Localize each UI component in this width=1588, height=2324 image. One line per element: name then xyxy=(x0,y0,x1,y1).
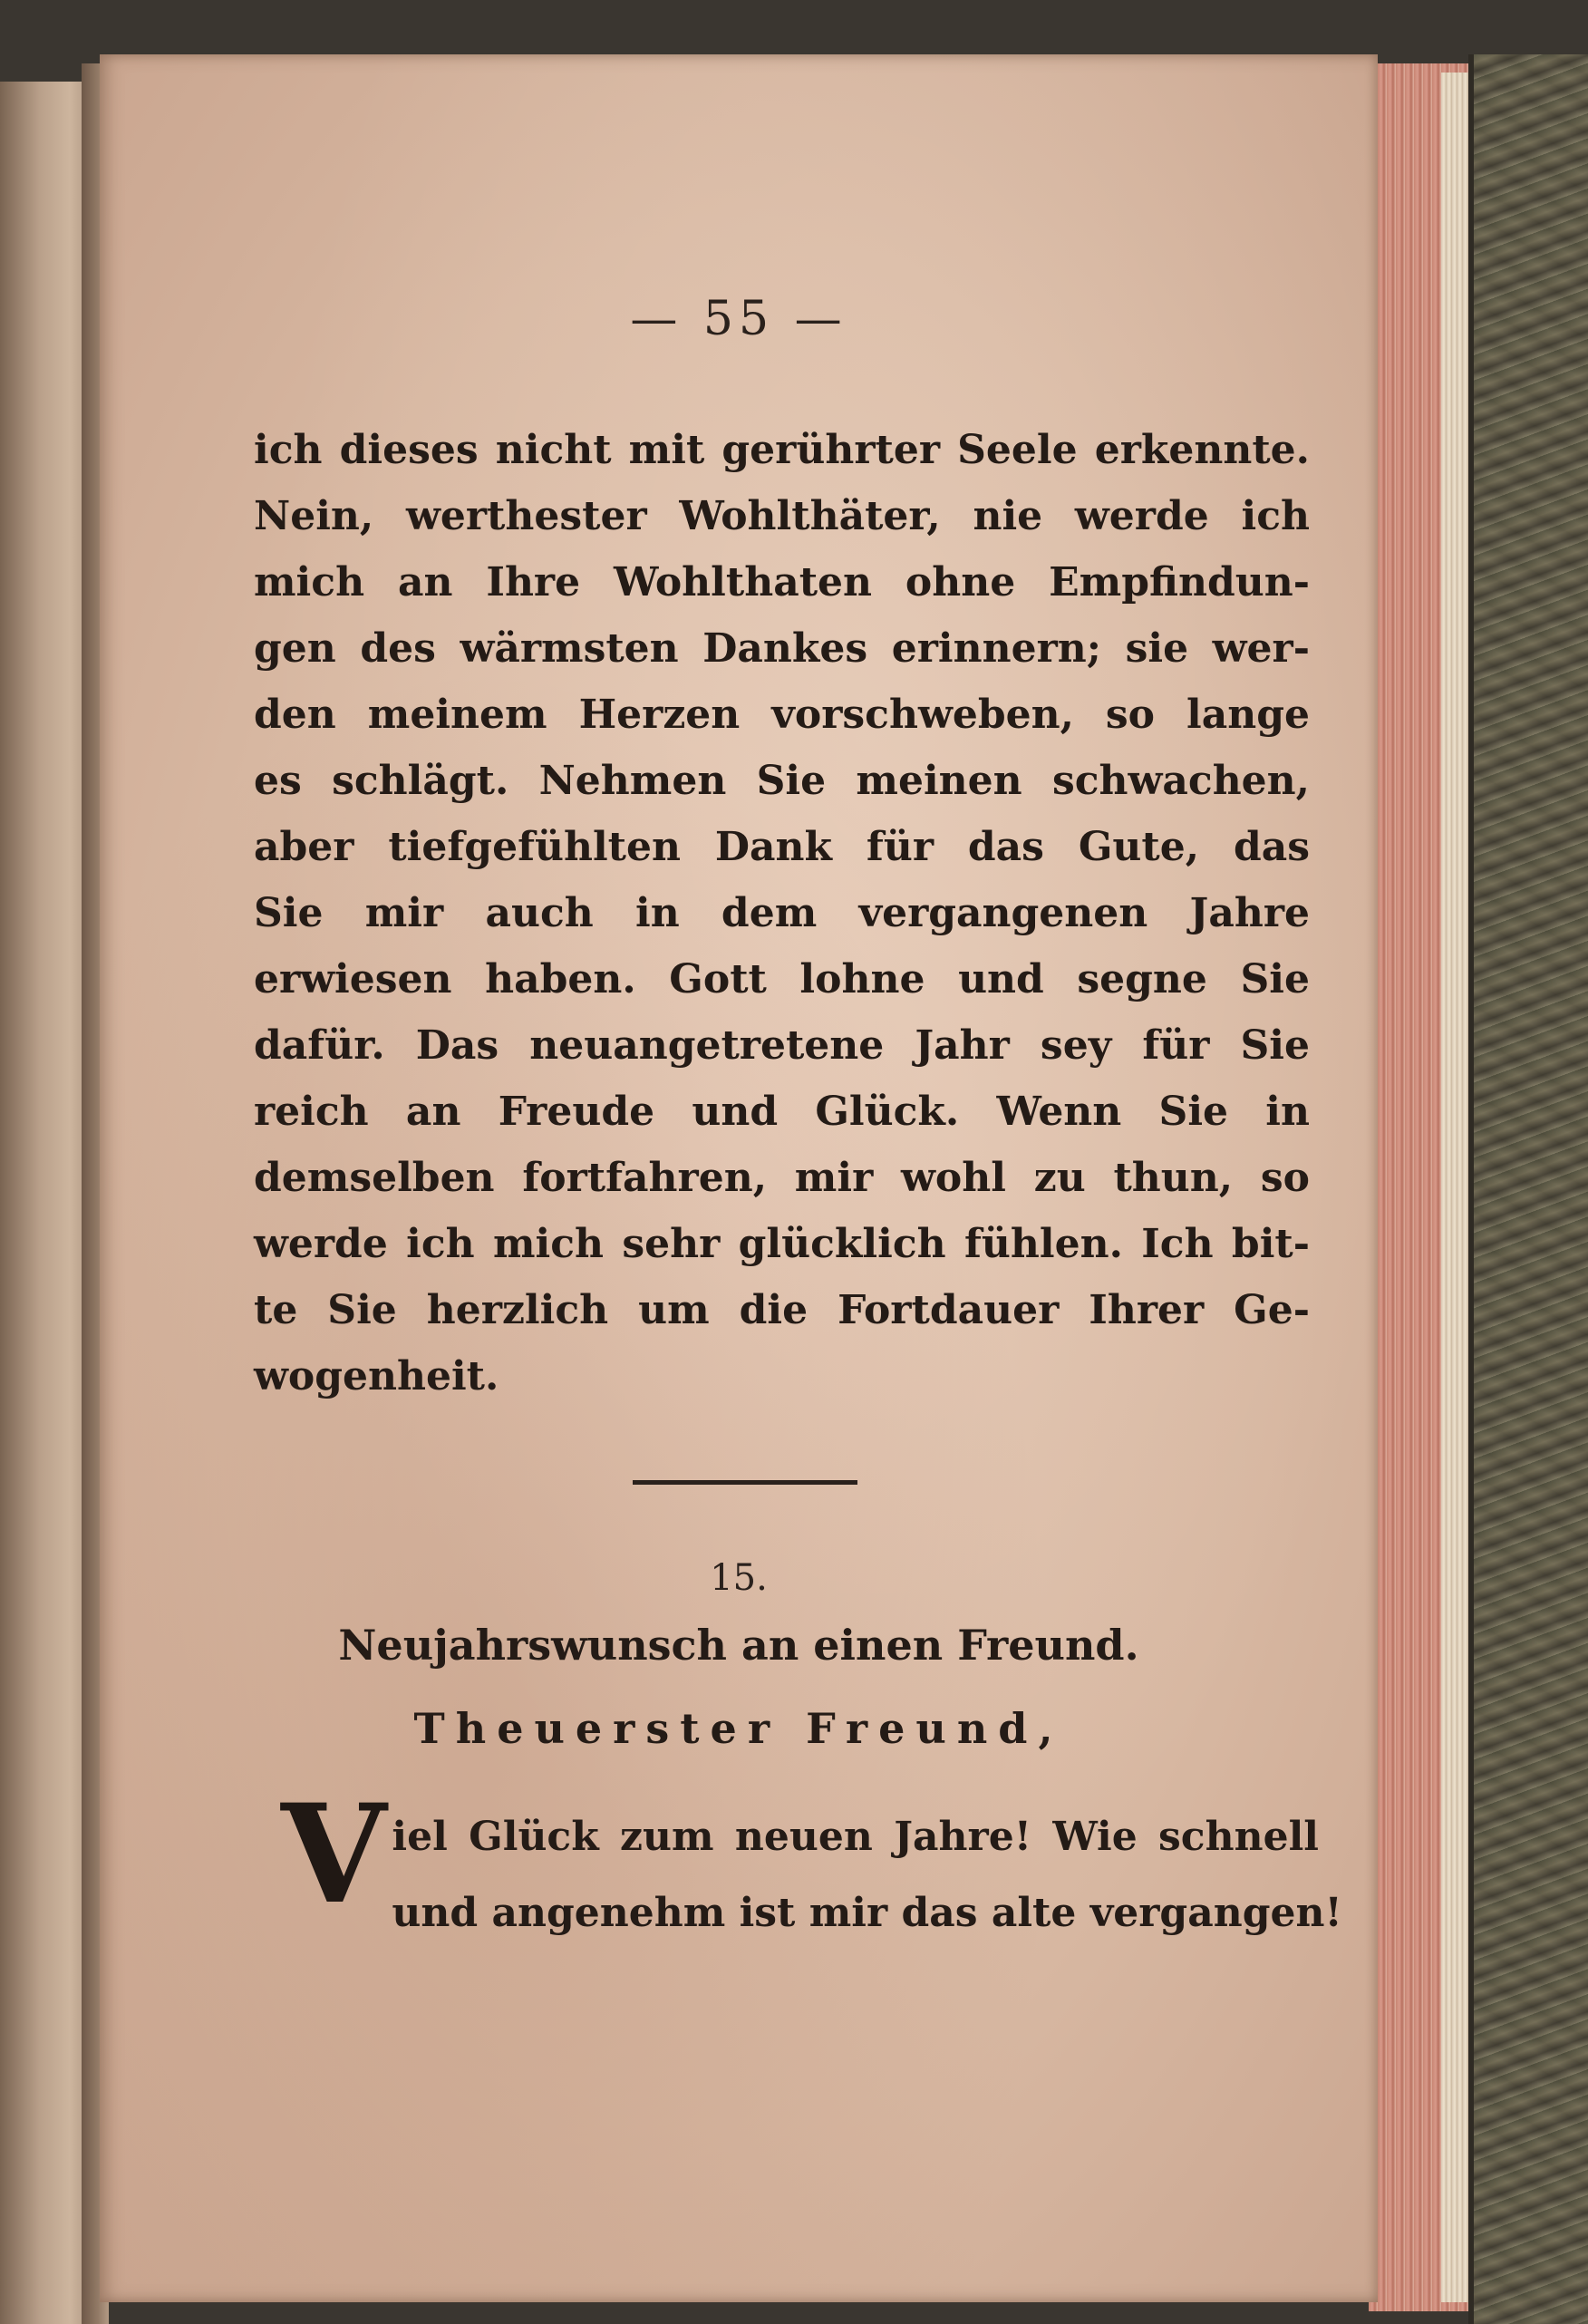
marbled-cover xyxy=(1468,54,1588,2324)
body-line: werde ich mich sehr glücklich fühlen. Ich bit- xyxy=(254,1221,1310,1267)
salutation: Theuerster Freund, xyxy=(413,1704,1064,1753)
body-text xyxy=(254,417,1310,1409)
section-divider xyxy=(633,1480,857,1485)
body-line: erwiesen haben. Gott lohne und segne Sie xyxy=(254,956,1310,1002)
body-line: es schlägt. Nehmen Sie meinen schwachen, xyxy=(254,758,1310,804)
book-page xyxy=(100,54,1378,2302)
body-line: Sie mir auch in dem vergangenen Jahre xyxy=(254,890,1310,936)
body-line: demselben fortfahren, mir wohl zu thun, so xyxy=(254,1155,1310,1201)
page-number: — 55 — xyxy=(630,292,847,346)
drop-cap: V xyxy=(281,1775,387,1934)
body-line: reich an Freude und Glück. Wenn Sie in xyxy=(254,1089,1310,1135)
body-line: dafür. Das neuangetretene Jahr sey für Sie xyxy=(254,1022,1310,1069)
body-line: Nein, werthester Wohlthäter, nie werde ich xyxy=(254,493,1310,539)
section-title: Neujahrswunsch an einen Freund. xyxy=(338,1621,1139,1670)
body-line: mich an Ihre Wohlthaten ohne Empfindun- xyxy=(254,559,1310,605)
body-line: te Sie herzlich um die Fortdauer Ihrer Ge- xyxy=(254,1287,1310,1333)
body-line: aber tiefgefühlten Dank für das Gute, das xyxy=(254,824,1310,870)
body-line: den meinem Herzen vorschweben, so lange xyxy=(254,692,1310,738)
section-number: 15. xyxy=(710,1557,768,1599)
letter-text xyxy=(281,1775,1342,1951)
body-line: wogenheit. xyxy=(254,1353,499,1399)
body-line: gen des wärmsten Dankes erinnern; sie wer- xyxy=(254,625,1310,672)
letter-line: und angenehm ist mir das alte vergangen! xyxy=(392,1890,1342,1936)
letter-line: iel Glück zum neuen Jahre! Wie schnell xyxy=(392,1814,1319,1860)
body-line: ich dieses nicht mit gerührter Seele erkennte. xyxy=(254,427,1310,473)
